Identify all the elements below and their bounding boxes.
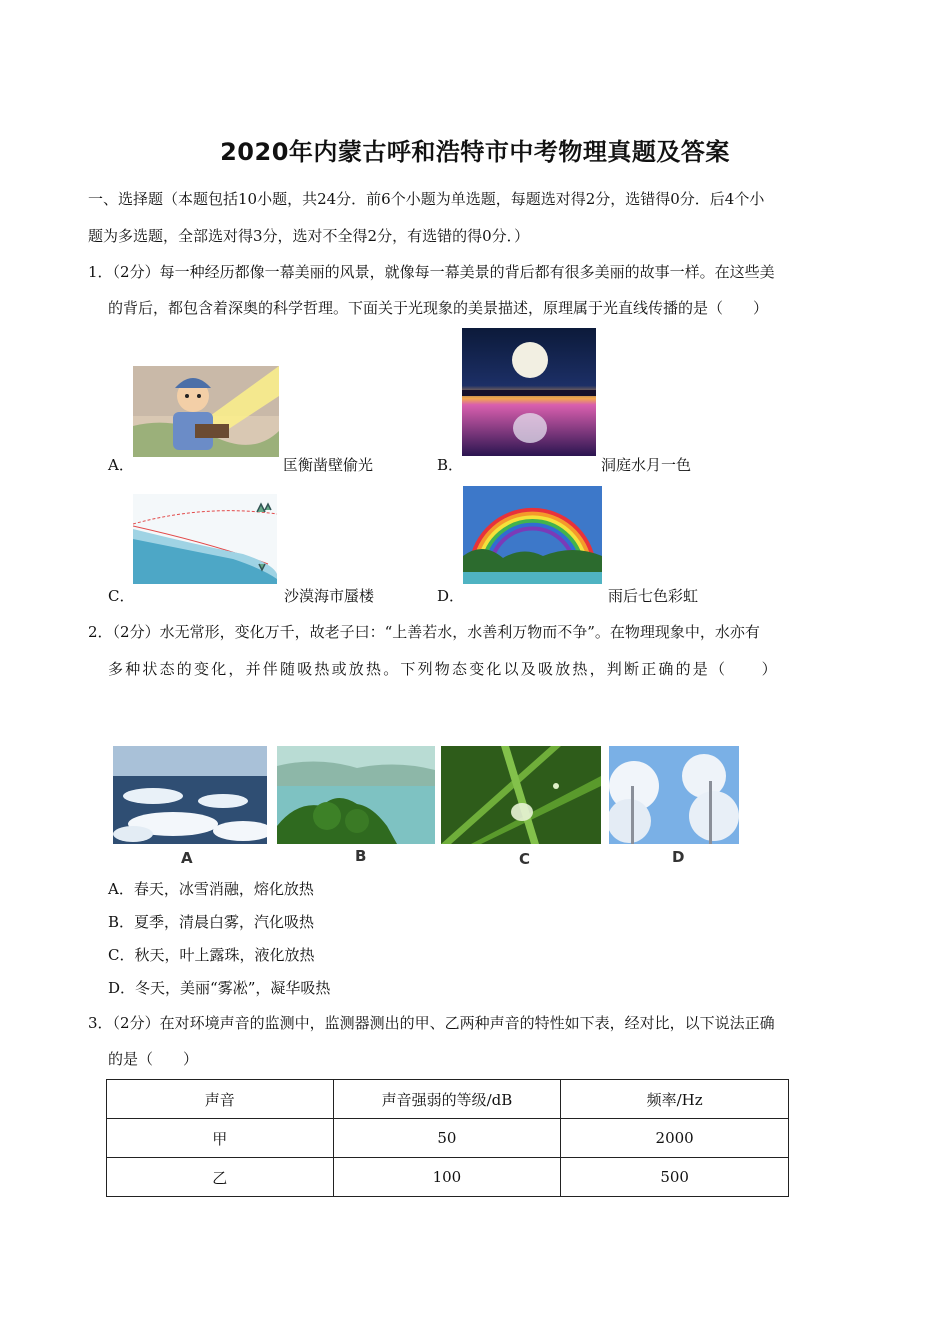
q1-option-d-letter: D． xyxy=(437,587,465,605)
q2-image-label-d: D xyxy=(672,848,685,866)
table-cell: 50 xyxy=(333,1119,561,1158)
section-header-line-1: 一、选择题（本题包括10小题，共24分．前6个小题为单选题，每题选对得2分，选错得0分．后4个小 xyxy=(88,190,765,208)
table-header-cell: 频率/Hz xyxy=(561,1080,789,1119)
q2-image-b xyxy=(277,746,435,844)
table-header-row xyxy=(107,1080,789,1119)
q2-stem-line-1: 2．（2分）水无常形，变化万千，故老子曰：“上善若水，水善利万物而不争”。在物理现象中，水亦有 xyxy=(88,623,760,641)
q1-option-c-letter: C． xyxy=(108,587,135,605)
table-cell: 甲 xyxy=(107,1119,334,1158)
q2-image-a xyxy=(113,746,267,844)
q1-image-a xyxy=(133,366,279,457)
q1-stem-line-2: 的背后，都包含着深奥的科学哲理。下面关于光现象的美景描述，原理属于光直线传播的是（ ） xyxy=(108,299,769,317)
q1-option-a-letter: A． xyxy=(108,456,134,474)
q1-image-c xyxy=(133,494,277,584)
q1-option-a-text: 匡衡凿壁偷光 xyxy=(283,456,374,474)
table-header-cell: 声音 xyxy=(107,1080,334,1119)
q3-stem-line-1: 3．（2分）在对环境声音的监测中，监测器测出的甲、乙两种声音的特性如下表，经对比，以下说法正确 xyxy=(88,1014,775,1032)
q1-option-d-text: 雨后七色彩虹 xyxy=(608,587,699,605)
q1-option-b-letter: B． xyxy=(437,456,464,474)
q1-option-c-text: 沙漠海市蜃楼 xyxy=(284,587,375,605)
q2-image-label-c: C xyxy=(519,850,531,868)
section-header-line-2: 题为多选题，全部选对得3分，选对不全得2分，有选错的得0分．） xyxy=(88,227,530,245)
table-cell: 乙 xyxy=(107,1158,334,1197)
q3-stem-line-2: 的是（ ） xyxy=(108,1050,199,1068)
q3-sound-table xyxy=(106,1079,789,1197)
q2-option-d: D．冬天，美丽“雾凇”，凝华吸热 xyxy=(108,979,331,997)
q1-image-b xyxy=(462,328,596,456)
q2-image-c xyxy=(441,746,601,844)
q2-image-label-a: A xyxy=(181,849,193,867)
q1-image-d xyxy=(463,486,602,584)
table-row xyxy=(107,1158,789,1197)
q1-stem-line-1: 1．（2分）每一种经历都像一幕美丽的风景，就像每一幕美景的背后都有很多美丽的故事一样。在这些美 xyxy=(88,263,775,281)
table-row xyxy=(107,1119,789,1158)
q1-option-b-text: 洞庭水月一色 xyxy=(601,456,692,474)
table-cell: 100 xyxy=(333,1158,561,1197)
table-header-cell: 声音强弱的等级/dB xyxy=(333,1080,561,1119)
q2-option-c: C．秋天，叶上露珠，液化放热 xyxy=(108,946,315,964)
q2-image-d xyxy=(609,746,739,844)
q2-option-a: A．春天，冰雪消融，熔化放热 xyxy=(108,880,314,898)
page-title: 2020年内蒙古呼和浩特市中考物理真题及答案 xyxy=(220,138,730,166)
table-cell: 2000 xyxy=(561,1119,789,1158)
q2-stem-line-2: 多种状态的变化，并伴随吸热或放热。下列物态变化以及吸放热，判断正确的是（ ） xyxy=(108,660,779,678)
table-cell: 500 xyxy=(561,1158,789,1197)
q2-image-label-b: B xyxy=(355,847,367,865)
q2-option-b: B．夏季，清晨白雾，汽化吸热 xyxy=(108,913,315,931)
